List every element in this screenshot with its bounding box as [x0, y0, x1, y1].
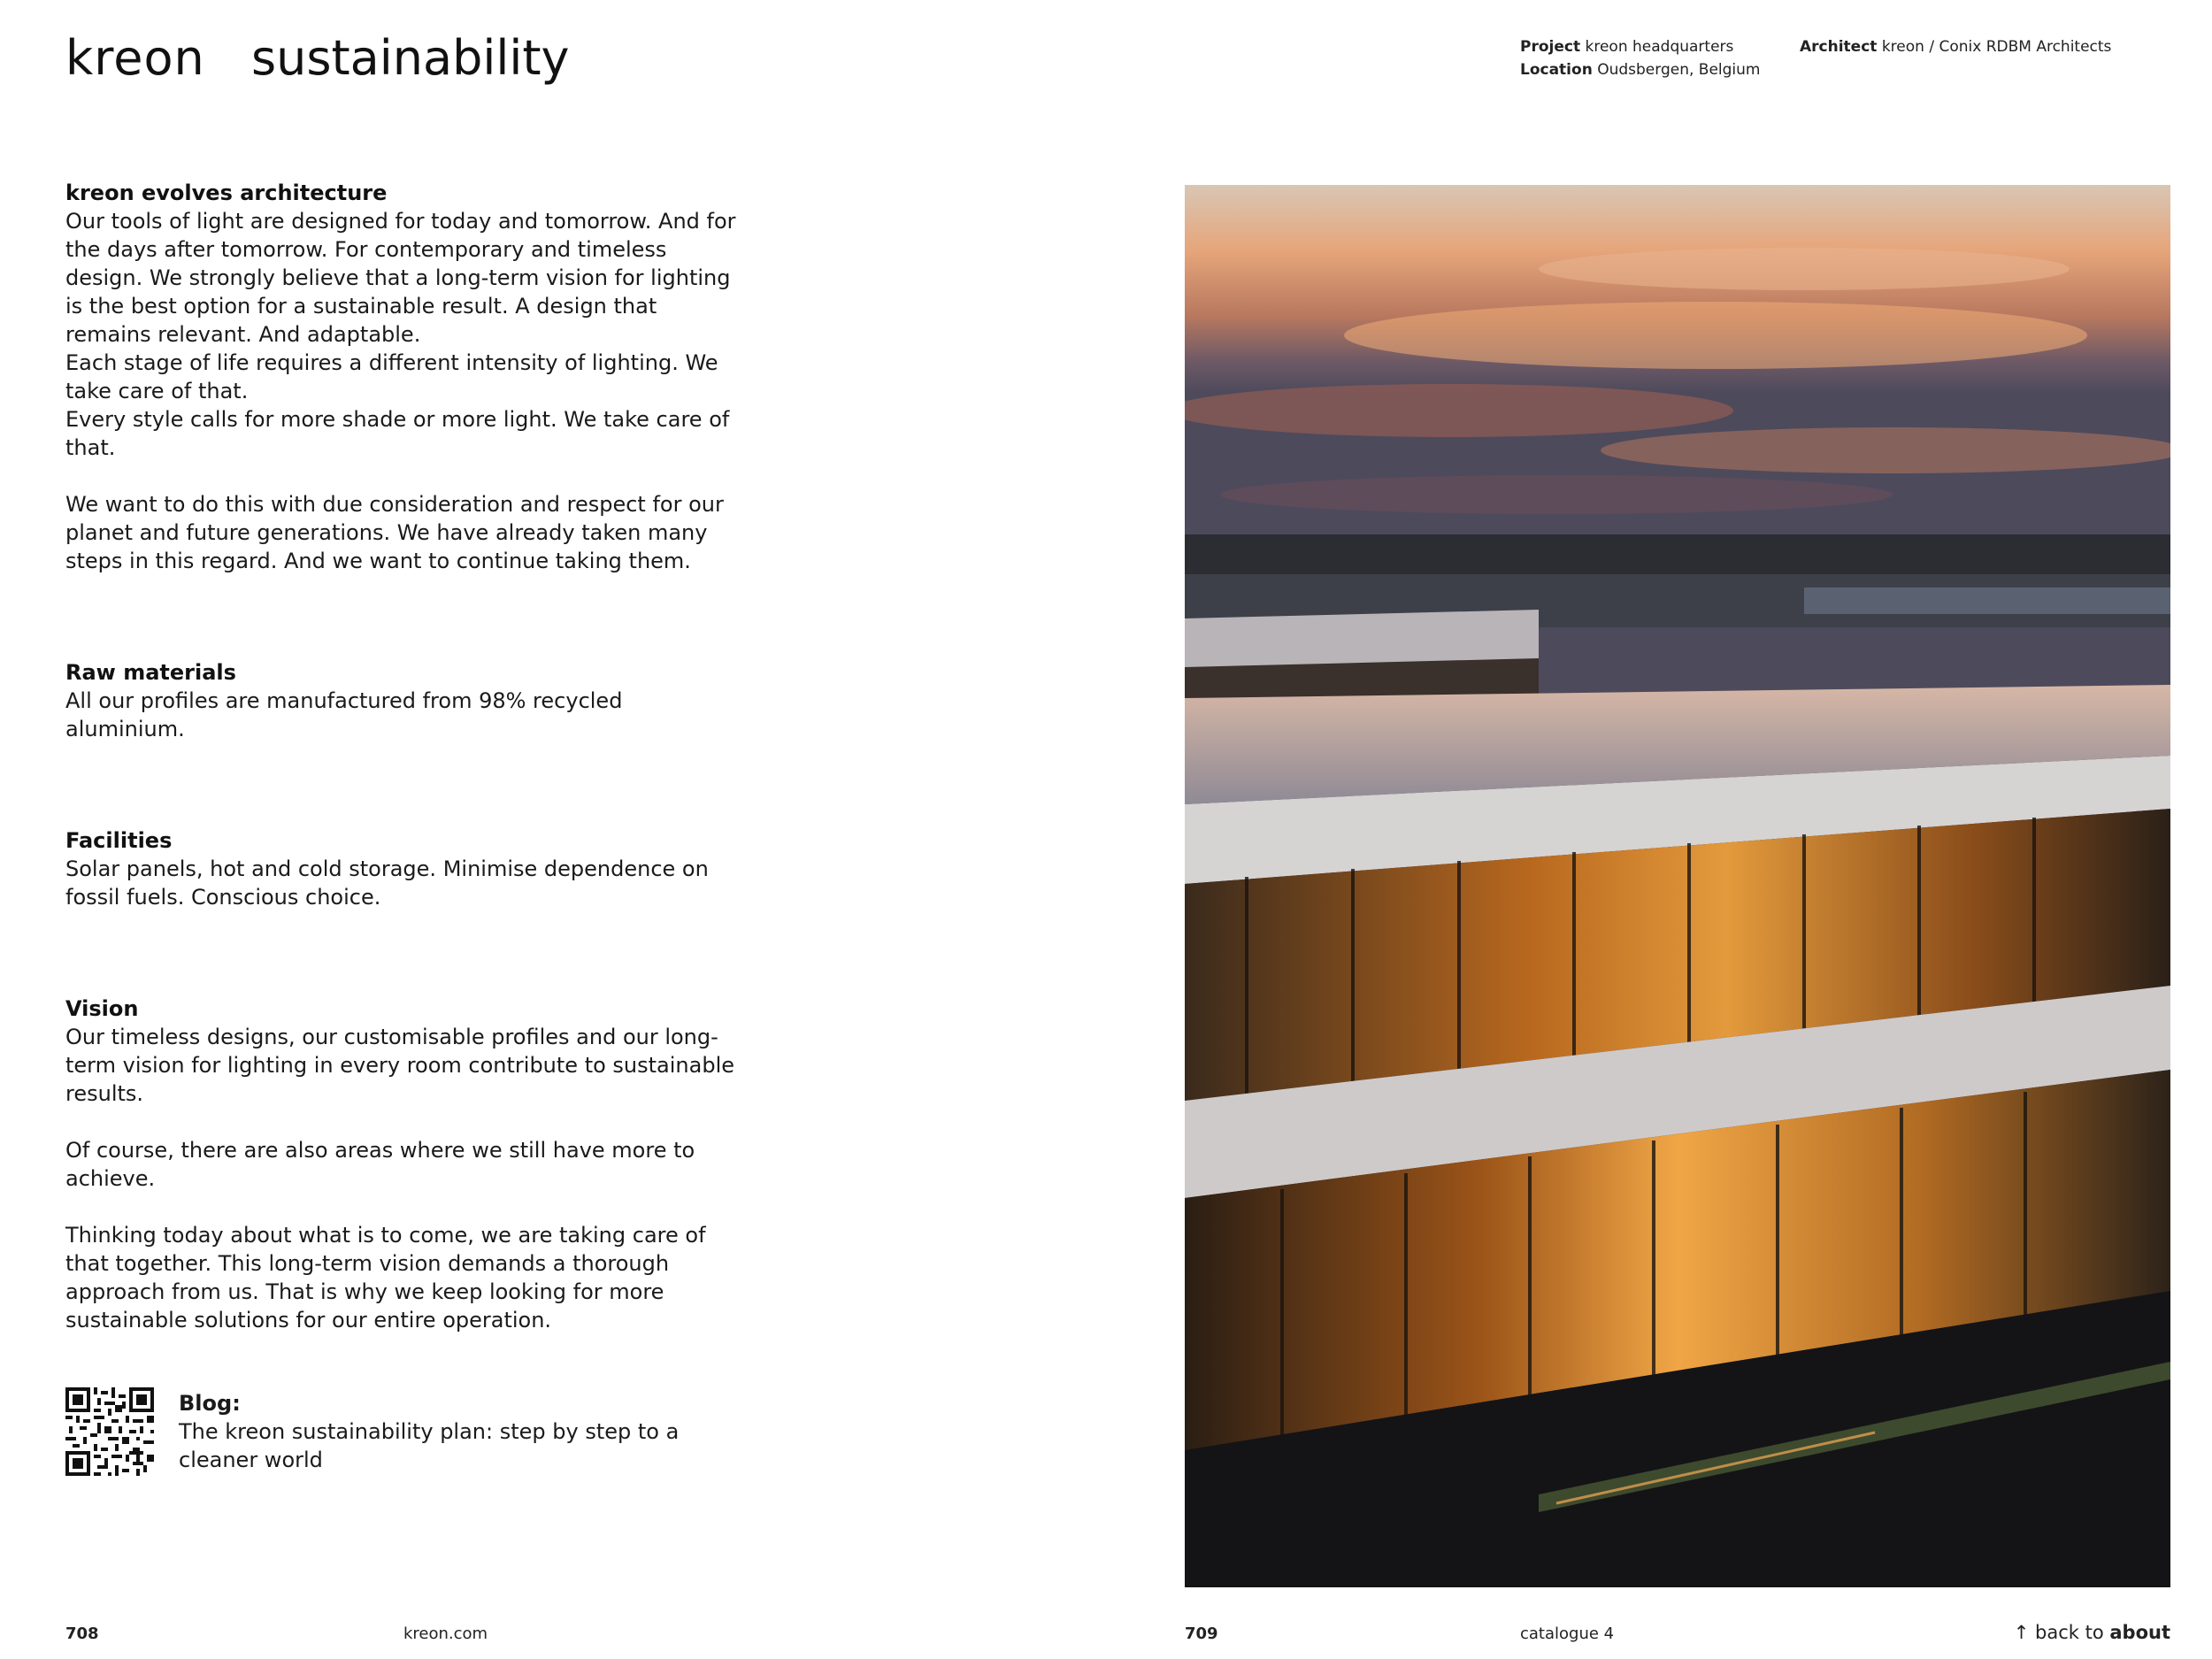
- architect-meta: [1800, 35, 2111, 58]
- blog-link[interactable]: The kreon sustainability plan: step by step to a cleaner world: [179, 1419, 680, 1472]
- architect-line: [1800, 35, 2111, 58]
- building-photo: [1185, 185, 2170, 1587]
- facilities-heading: Facilities: [65, 828, 173, 853]
- project-meta: [1520, 35, 1760, 81]
- raw-materials-heading: Raw materials: [65, 660, 236, 685]
- vision-heading: Vision: [65, 996, 139, 1021]
- architect-value: kreon / Conix RDBM Architects: [1881, 38, 2112, 56]
- arrow-up-icon: ↑: [2013, 1622, 2030, 1643]
- architect-label: Architect: [1800, 38, 1878, 56]
- location-value: Oudsbergen, Belgium: [1597, 61, 1761, 79]
- vision-paragraph-2: Of course, there are also areas where we still have more to achieve.: [65, 1138, 695, 1191]
- qr-code-icon[interactable]: [65, 1387, 154, 1476]
- intro-paragraph-3: Every style calls for more shade or more light. We take care of that.: [65, 407, 730, 460]
- headquarters-dusk-image: [1185, 185, 2170, 1587]
- body-text-column: [65, 179, 738, 1389]
- project-label: Project: [1520, 38, 1581, 56]
- blog-link-block[interactable]: [65, 1387, 710, 1476]
- blog-label: Blog:: [179, 1391, 241, 1416]
- vision-paragraph-1: Our timeless designs, our customisable profiles and our long-term vision for lighting in every room contribute to sustainable results.: [65, 1025, 735, 1106]
- blog-text[interactable]: [179, 1389, 710, 1474]
- catalogue-label: catalogue 4: [1520, 1624, 1615, 1643]
- page-number-right: 709: [1185, 1624, 1218, 1643]
- project-value: kreon headquarters: [1585, 38, 1734, 56]
- page-title: sustainability: [251, 30, 570, 86]
- facilities-section: [65, 826, 738, 911]
- vision-section: [65, 995, 738, 1334]
- back-to-about-link[interactable]: [2014, 1622, 2170, 1643]
- vision-paragraph-3: Thinking today about what is to come, we are taking care of that together. This long-term vision demands a thorough approach from us. That is why we keep looking for more sustainable solutions for our entire operation.: [65, 1223, 706, 1333]
- raw-materials-paragraph: All our profiles are manufactured from 98% recycled aluminium.: [65, 688, 623, 741]
- website-link[interactable]: kreon.com: [403, 1624, 488, 1643]
- intro-paragraph-4: We want to do this with due consideration and respect for our planet and future generations. We have already taken many steps in this regard. And we want to continue taking them.: [65, 492, 724, 573]
- raw-materials-section: [65, 658, 738, 743]
- project-line: [1520, 35, 1760, 58]
- page-number-left: 708: [65, 1624, 99, 1643]
- intro-heading: kreon evolves architecture: [65, 180, 388, 205]
- intro-section: [65, 179, 738, 575]
- brand-logo: kreon: [65, 30, 205, 86]
- location-label: Location: [1520, 61, 1593, 79]
- intro-paragraph-1: Our tools of light are designed for today and tomorrow. And for the days after tomorrow. For contemporary and timeless design. We strongly believe that a long-term vision for lighting is the best option for a sustainable result. A design that remains relevant. And adaptable.: [65, 209, 736, 347]
- intro-paragraph-2: Each stage of life requires a different intensity of lighting. We take care of that.: [65, 350, 718, 403]
- back-prefix: back to: [2035, 1622, 2104, 1643]
- location-line: [1520, 58, 1760, 81]
- facilities-paragraph: Solar panels, hot and cold storage. Minimise dependence on fossil fuels. Conscious choice.: [65, 856, 709, 910]
- back-target: about: [2109, 1622, 2170, 1643]
